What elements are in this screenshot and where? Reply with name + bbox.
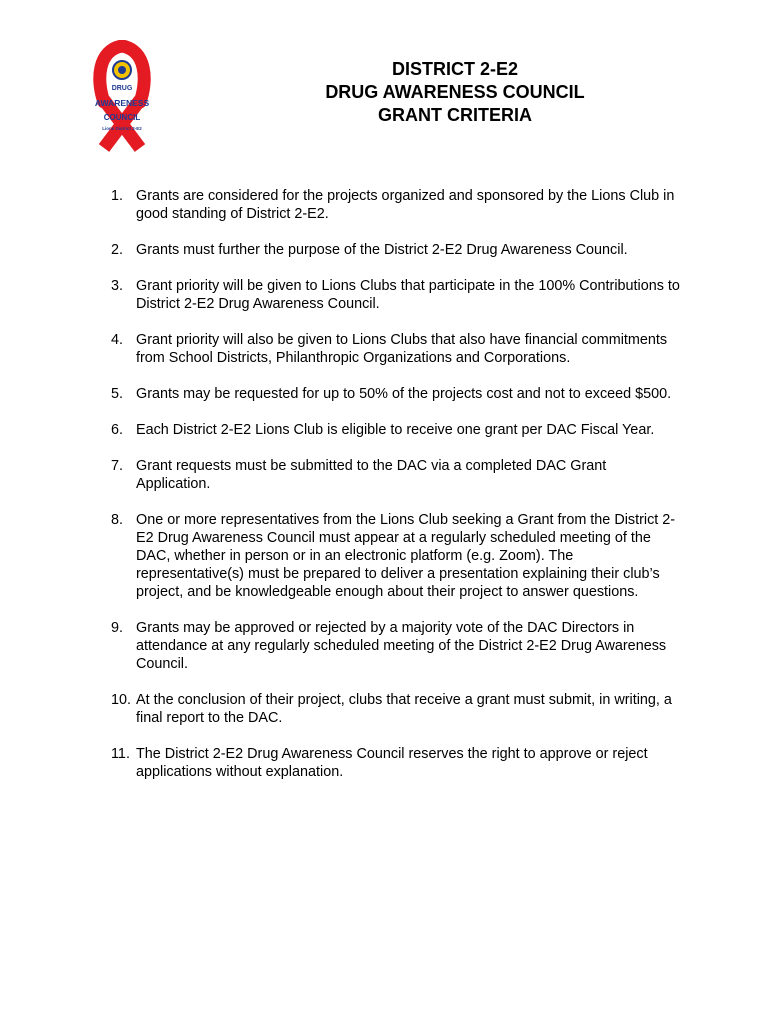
list-item-number: 5. [111, 386, 124, 402]
logo-text-district: Lions District 2-E2 [102, 126, 142, 131]
grant-criteria-list [111, 187, 681, 799]
list-item-number: 7. [111, 458, 124, 474]
list-item-text: Grant priority will be given to Lions Clubs that participate in the 100% Contributions to District 2-E2 Drug Awareness Council. [136, 278, 680, 312]
list-item-number: 4. [111, 332, 124, 348]
list-item-text: One or more representatives from the Lions Club seeking a Grant from the District 2-E2 Drug Awareness Council must appear at a regularly scheduled meeting of the DAC, whether in person or in an electronic platform (e.g. Zoom). The representative(s) must be prepared to deliver a presentation explaining their club’s project, and be knowledgeable enough about their project to answer questions. [136, 512, 676, 600]
lions-emblem-icon [113, 61, 131, 79]
list-item-text: Grants must further the purpose of the District 2-E2 Drug Awareness Council. [136, 242, 628, 258]
list-item-text: Grants may be requested for up to 50% of the projects cost and not to exceed $500. [136, 386, 672, 402]
list-item [111, 241, 681, 259]
list-item [111, 187, 681, 223]
list-item [111, 331, 681, 367]
list-item [111, 619, 681, 673]
list-item-number: 3. [111, 278, 124, 294]
list-item-number: 2. [111, 242, 124, 258]
list-item-number: 11. [111, 746, 130, 762]
list-item-number: 1. [111, 188, 124, 204]
red-ribbon-icon [82, 40, 166, 156]
logo-text-drug: DRUG [111, 85, 133, 92]
list-item [111, 691, 681, 727]
list-item-text: Grant priority will also be given to Lions Clubs that also have financial commitments from School Districts, Philanthropic Organizations and Corporations. [136, 332, 668, 366]
list-item-text: Grant requests must be submitted to the DAC via a completed DAC Grant Application. [136, 458, 607, 492]
title-line-council: DRUG AWARENESS COUNCIL [325, 82, 585, 102]
page-title [250, 58, 660, 127]
list-item-number: 10. [111, 692, 132, 708]
list-item [111, 277, 681, 313]
list-item [111, 457, 681, 493]
list-item-number: 8. [111, 512, 124, 528]
list-item [111, 421, 681, 439]
list-item [111, 385, 681, 403]
list-item [111, 511, 681, 601]
list-item-number: 6. [111, 422, 124, 438]
title-line-criteria: GRANT CRITERIA [378, 105, 532, 125]
list-item-text: Each District 2-E2 Lions Club is eligible to receive one grant per DAC Fiscal Year. [136, 422, 655, 438]
list-item-text: Grants may be approved or rejected by a majority vote of the DAC Directors in attendance at any regularly scheduled meeting of the District 2-E2 Drug Awareness Council. [136, 620, 667, 672]
list-item [111, 745, 681, 781]
logo-text-awareness: AWARENESS [94, 98, 150, 108]
list-item-number: 9. [111, 620, 124, 636]
drug-awareness-council-logo [82, 40, 166, 156]
list-item-text: Grants are considered for the projects organized and sponsored by the Lions Club in good standing of District 2-E2. [136, 188, 675, 222]
title-line-district: DISTRICT 2-E2 [391, 59, 519, 79]
logo-text-council: COUNCIL [103, 113, 141, 122]
list-item-text: At the conclusion of their project, clubs that receive a grant must submit, in writing, a final report to the DAC. [136, 692, 672, 726]
list-item-text: The District 2-E2 Drug Awareness Council reserves the right to approve or reject applications without explanation. [136, 746, 648, 780]
